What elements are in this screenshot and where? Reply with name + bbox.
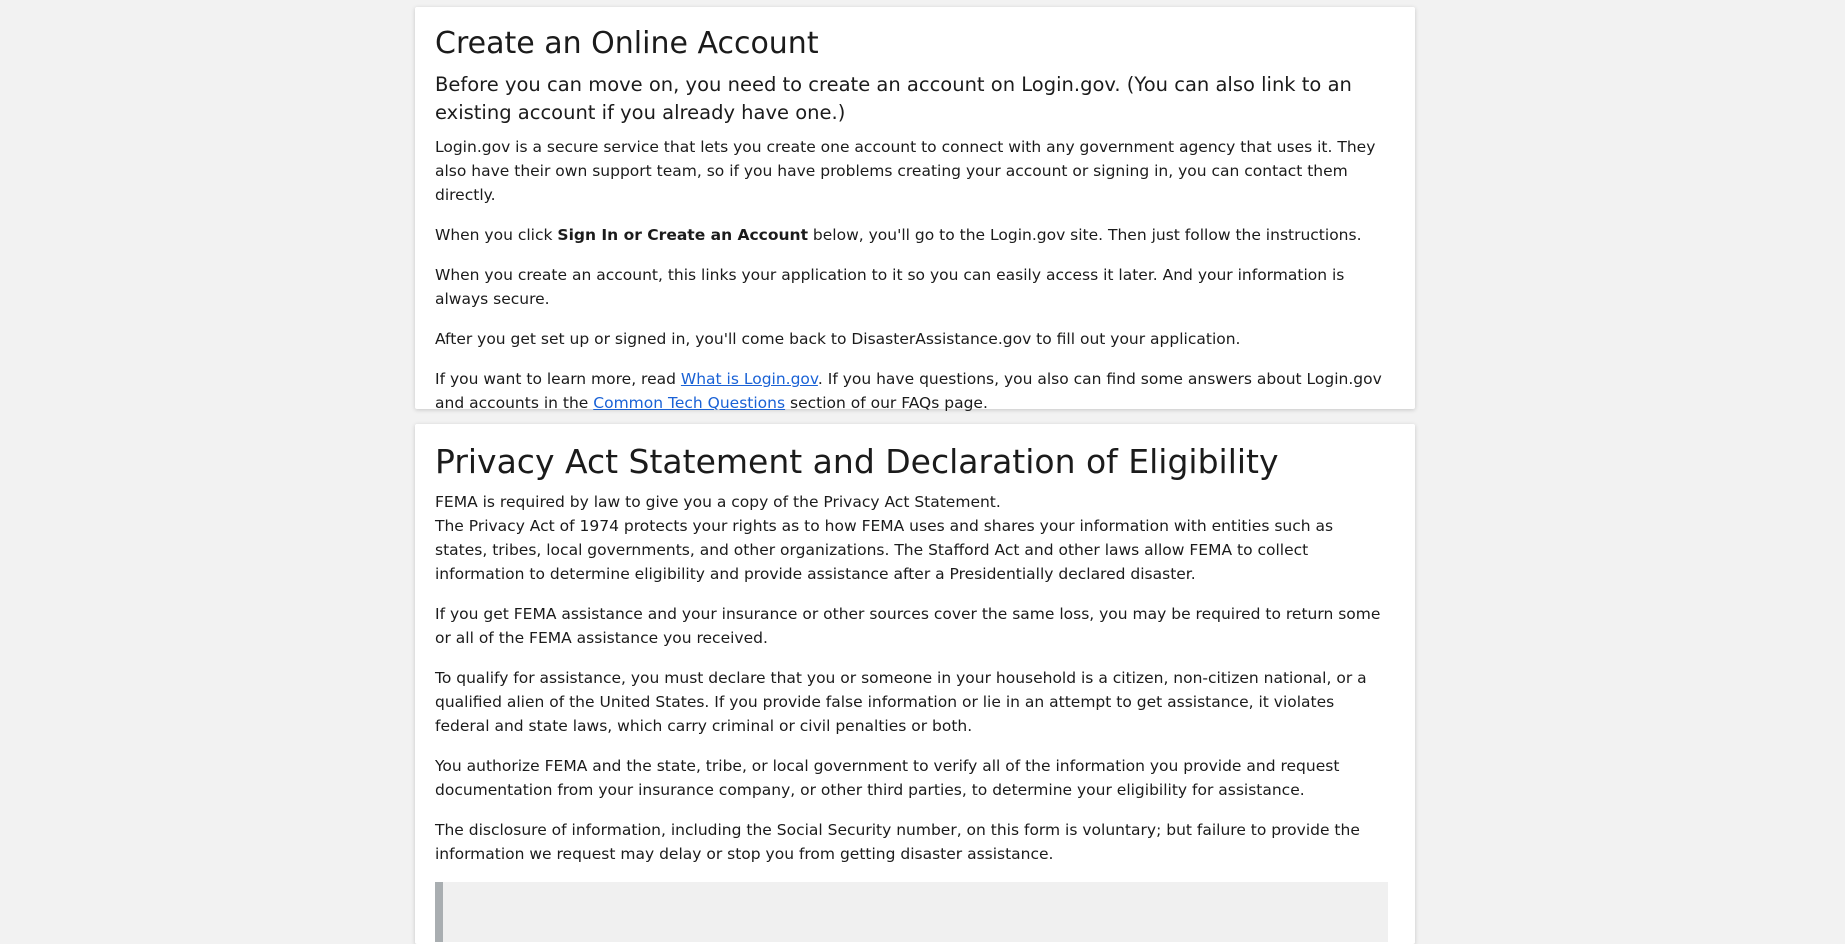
privacy-act-title: Privacy Act Statement and Declaration of Eligibility: [435, 442, 1279, 481]
what-is-login-gov-link[interactable]: What is Login.gov: [680, 370, 818, 388]
privacy-act-description: The Privacy Act of 1974 protects your rights as to how FEMA uses and shares your information with entities such as states, tribes, local governments, and other organizations. The Stafford Act and other laws allow FEMA to collect information to determine eligibility and provide assistance after a Presidentially declared disaster.: [435, 517, 1334, 583]
login-gov-description: Login.gov is a secure service that lets you create one account to connect with any government agency that uses it. They also have their own support team, so if you have problems creating your account or signing in, you can contact them directly.: [435, 138, 1376, 204]
learn-more-text-middle: . If you have questions, you also can find some answers about Login.gov and accounts in the: [435, 370, 1382, 412]
privacy-act-card: [415, 424, 1415, 944]
account-link-info: When you create an account, this links your application to it so you can easily access it later. And your information is always secure.: [435, 266, 1345, 308]
create-account-title: Create an Online Account: [435, 26, 819, 61]
privacy-statement-box: [435, 882, 1388, 942]
verification-authorization-paragraph: You authorize FEMA and the state, tribe, or local government to verify all of the information you provide and request documentation from your insurance company, or other third parties, to determine your eligibility for assistance.: [435, 757, 1340, 799]
sign-in-button-reference: Sign In or Create an Account: [557, 226, 808, 244]
common-tech-questions-link[interactable]: Common Tech Questions: [593, 394, 786, 412]
create-account-subtitle: Before you can move on, you need to create an account on Login.gov. (You can also link to an existing account if you already have one.): [435, 73, 1352, 124]
create-account-card: [415, 7, 1415, 412]
privacy-intro-line: FEMA is required by law to give you a copy of the Privacy Act Statement.: [435, 493, 1001, 511]
sign-in-instructions: [435, 223, 1388, 247]
ssn-disclosure-paragraph: The disclosure of information, including the Social Security number, on this form is voluntary; but failure to provide the information we request may delay or stop you from getting disaster assistance.: [435, 821, 1360, 863]
privacy-intro-paragraph: [435, 490, 1388, 586]
sign-in-text-before: When you click: [435, 226, 558, 244]
eligibility-declaration-paragraph: To qualify for assistance, you must declare that you or someone in your household is a citizen, non-citizen national, or a qualified alien of the United States. If you provide false information or lie in an attempt to get assistance, it violates federal and state laws, which carry criminal or civil penalties or both.: [435, 669, 1367, 735]
return-info: After you get set up or signed in, you'll come back to DisasterAssistance.gov to fill out your application.: [435, 330, 1241, 348]
duplicate-assistance-paragraph: If you get FEMA assistance and your insurance or other sources cover the same loss, you may be required to return some or all of the FEMA assistance you received.: [435, 605, 1381, 647]
learn-more-text-after: section of our FAQs page.: [785, 394, 988, 412]
learn-more-text-before: If you want to learn more, read: [435, 370, 681, 388]
learn-more-paragraph: [435, 367, 1388, 415]
sign-in-text-after: below, you'll go to the Login.gov site. Then just follow the instructions.: [808, 226, 1362, 244]
